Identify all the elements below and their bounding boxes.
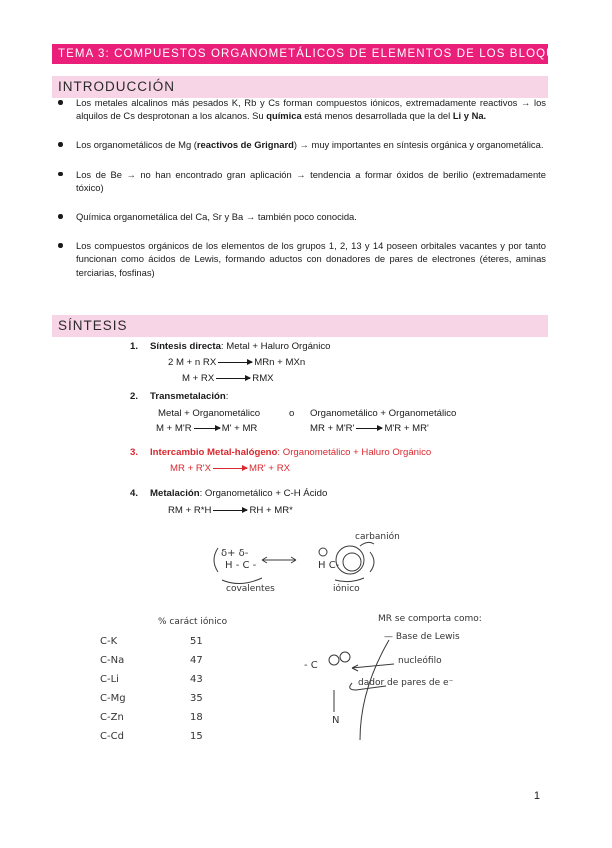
note-bond-c: - C: [304, 660, 318, 671]
note-nucleophile: nucleófilo: [398, 656, 442, 666]
table-row-value: 15: [190, 731, 203, 742]
method-3-equation: MR + R'X MR' + RX: [170, 463, 291, 474]
sketch-covalent-label: covalentes: [226, 584, 275, 594]
method-2-col-1: Metal + Organometálico: [158, 408, 261, 419]
resonance-arrow-icon: [262, 557, 296, 563]
nucleophile-arrow-icon: [352, 664, 394, 671]
method-1-title: 1. Síntesis directa: Metal + Haluro Orgánico: [130, 341, 331, 352]
sketch-ionic-label: iónico: [333, 584, 360, 594]
list-item: Los metales alcalinos más pesados K, Rb y Cs forman compuestos iónicos, extremadamente reactivos → los alquilos de Cs desprotonan a los alcanos. Su química está menos desarrollada que la del Li y Na.: [58, 96, 546, 122]
table-row-bond: C-Mg: [100, 693, 126, 704]
method-2-or: o: [289, 408, 295, 419]
note-donor: dador de pares de e⁻: [358, 678, 454, 688]
sketch-h-c-left: H - C -: [225, 560, 257, 571]
sketch-delta: δ+ δ-: [221, 548, 249, 559]
document-title: TEMA 3: COMPUESTOS ORGANOMETÁLICOS DE ELEMENTOS DE LOS BLOQUES S Y P: [52, 44, 548, 64]
note-lewis-base: — Base de Lewis: [384, 632, 460, 642]
sketch-carbanion-label: carbanión: [355, 532, 400, 542]
table-row-bond: C-Zn: [100, 712, 124, 723]
underline-covalent-icon: [222, 578, 262, 584]
method-2-col-2: Organometálico + Organometálico: [310, 408, 457, 419]
list-item: Los organometálicos de Mg (reactivos de Grignard) → muy importantes en síntesis orgánica y organometálica.: [58, 138, 546, 151]
note-n: N: [332, 715, 340, 726]
method-1-equation-2: M + RX RMX: [182, 373, 274, 384]
page-number: 1: [533, 790, 540, 802]
method-2-equation-2: MR + M'R' M'R + MR': [310, 423, 429, 434]
table-row-value: 47: [190, 655, 203, 666]
list-item: Química organometálica del Ca, Sr y Ba → también poco conocida.: [58, 210, 546, 223]
table-row-value: 35: [190, 693, 203, 704]
underline-ionic-icon: [335, 578, 364, 582]
table-row-value: 43: [190, 674, 203, 685]
method-1-equation-1: 2 M + n RX MRn + MXn: [168, 357, 306, 368]
ionic-table-header: % caráct iónico: [158, 617, 228, 627]
table-row-bond: C-Cd: [100, 731, 124, 742]
table-row-bond: C-Na: [100, 655, 125, 666]
method-4-title: 4. Metalación: Organometálico + C-H Ácido: [130, 488, 328, 499]
section-heading-introduccion: INTRODUCCIÓN: [52, 76, 548, 98]
carbanion-circle-icon: [336, 546, 364, 574]
table-row-bond: C-K: [100, 636, 118, 647]
section-heading-sintesis: SÍNTESIS: [52, 315, 548, 337]
method-2-equation-1: M + M'R M' + MR: [156, 423, 258, 434]
method-2-title: 2. Transmetalación:: [130, 391, 229, 402]
table-row-bond: C-Li: [100, 674, 119, 685]
list-item: Los de Be → no han encontrado gran aplicación → tendencia a formar óxidos de berilio (extremadamente tóxico): [58, 168, 546, 194]
method-4-equation: RM + R*H RH + MR*: [168, 505, 293, 516]
brace-left-icon: [214, 548, 218, 572]
list-item: Los compuestos orgánicos de los elementos de los grupos 1, 2, 13 y 14 poseen orbitales vacantes y por tanto funcionan como ácidos de Lewis, formando aductos con donadores de pares de electrones (éteres, aminas terciarias, fosfinas): [58, 239, 546, 279]
sketch-h-c-right: H C-: [318, 560, 340, 571]
note-mr-behaves: MR se comporta como:: [378, 614, 482, 624]
table-row-value: 18: [190, 712, 203, 723]
table-row-value: 51: [190, 636, 203, 647]
method-3-title: 3. Intercambio Metal-halógeno: Organometálico + Haluro Orgánico: [130, 447, 432, 458]
